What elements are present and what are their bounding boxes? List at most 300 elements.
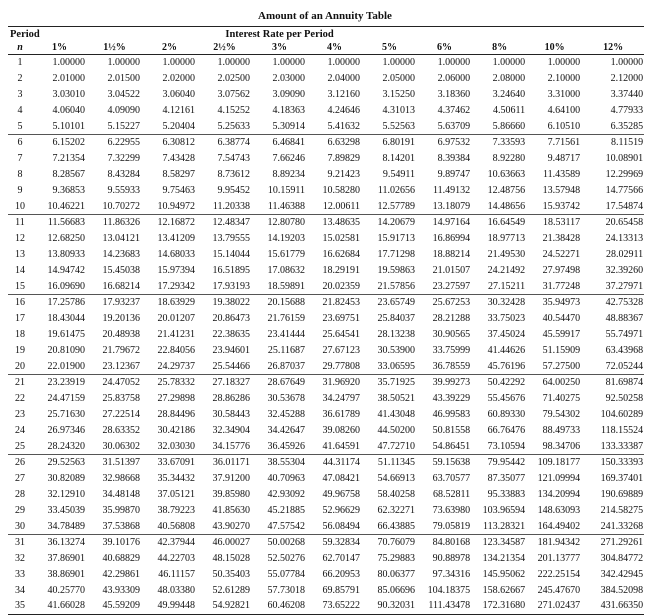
period-cell: 7 xyxy=(17,153,23,165)
value-cell: 10.58280 xyxy=(322,184,360,196)
value-cell: 68.52811 xyxy=(432,488,471,500)
value-cell: 245.47670 xyxy=(537,584,581,596)
period-cell: 22 xyxy=(15,393,25,405)
value-cell: 18.59891 xyxy=(252,278,307,294)
value-cell: 3.03010 xyxy=(52,88,85,100)
value-cell: 84.80168 xyxy=(432,537,471,549)
value-cell: 7.66246 xyxy=(272,153,305,165)
value-cell: 3.15250 xyxy=(382,88,415,100)
value-cell: 25.11687 xyxy=(267,344,305,356)
value-cell: 60.46208 xyxy=(267,600,305,612)
value-cell: 23.12367 xyxy=(87,358,142,374)
table-row xyxy=(8,87,644,103)
value-cell: 10.94972 xyxy=(142,198,197,214)
value-cell: 37.05121 xyxy=(157,488,195,500)
value-cell: 13.04121 xyxy=(102,233,140,245)
value-cell: 16.62684 xyxy=(322,248,360,260)
value-cell: 1.00000 xyxy=(437,57,471,69)
value-cell: 5.30914 xyxy=(252,118,307,134)
value-cell: 1.00000 xyxy=(162,57,195,69)
value-cell: 48.03380 xyxy=(157,584,195,596)
table-row xyxy=(8,167,644,183)
table-row xyxy=(8,214,644,230)
value-cell: 5.41632 xyxy=(307,118,362,134)
value-cell: 95.33883 xyxy=(487,488,526,500)
value-cell: 12.48756 xyxy=(487,184,526,196)
value-cell: 28.13238 xyxy=(377,328,415,340)
value-cell: 1.00000 xyxy=(382,57,415,69)
value-cell: 35.71925 xyxy=(377,377,415,389)
value-cell: 7.89829 xyxy=(327,153,360,165)
value-cell: 44.22703 xyxy=(157,553,195,565)
value-cell: 26.87037 xyxy=(252,358,307,374)
value-cell: 145.95062 xyxy=(482,568,526,580)
value-cell: 15.61779 xyxy=(267,248,305,260)
value-cell: 10.15911 xyxy=(267,184,305,196)
period-cell: 27 xyxy=(15,473,25,485)
value-cell: 33.67091 xyxy=(157,457,195,469)
value-cell: 28.24320 xyxy=(32,438,87,454)
value-cell: 27.29898 xyxy=(157,393,195,405)
value-cell: 6.15202 xyxy=(52,137,85,149)
value-cell: 19.61475 xyxy=(47,328,85,340)
table-row xyxy=(8,182,644,198)
value-cell: 55.07784 xyxy=(267,568,305,580)
value-cell: 6.46841 xyxy=(272,137,305,149)
value-cell: 17.29342 xyxy=(142,278,197,294)
value-cell: 41.85630 xyxy=(212,504,250,516)
value-cell: 38.86901 xyxy=(47,568,85,580)
value-cell: 8.39384 xyxy=(437,153,471,165)
value-cell: 39.85980 xyxy=(212,488,250,500)
value-cell: 172.31680 xyxy=(482,600,526,612)
value-cell: 62.70147 xyxy=(322,553,360,565)
value-cell: 16.68214 xyxy=(87,278,142,294)
value-cell: 25.67253 xyxy=(432,297,471,309)
value-cell: 59.32834 xyxy=(322,537,360,549)
value-cell: 46.00027 xyxy=(212,537,250,549)
value-cell: 40.70963 xyxy=(267,473,305,485)
value-cell: 20.02359 xyxy=(307,278,362,294)
table-row xyxy=(8,582,644,598)
value-cell: 1.00000 xyxy=(492,57,526,69)
period-cell: 3 xyxy=(17,88,23,100)
value-cell: 4.24646 xyxy=(327,104,360,116)
value-cell: 37.53868 xyxy=(87,518,142,534)
value-cell: 19.20136 xyxy=(102,313,140,325)
table-body xyxy=(8,55,644,615)
period-cell: 20 xyxy=(8,358,32,374)
value-cell: 9.21423 xyxy=(327,168,360,180)
interest-rate-header: Interest Rate per Period xyxy=(225,28,334,40)
value-cell: 431.66350 xyxy=(600,600,644,612)
value-cell: 1.00000 xyxy=(547,57,581,69)
rate-header: 4% xyxy=(307,41,362,55)
table-row xyxy=(8,551,644,567)
value-cell: 7.21354 xyxy=(52,153,85,165)
value-cell: 66.76476 xyxy=(487,424,526,436)
value-cell: 16.86994 xyxy=(432,233,471,245)
table-row xyxy=(8,278,644,294)
period-cell: 24 xyxy=(15,424,25,436)
value-cell: 271.02437 xyxy=(537,600,581,612)
table-row xyxy=(8,518,644,534)
value-cell: 169.37401 xyxy=(600,473,644,485)
value-cell: 18.43044 xyxy=(47,313,85,325)
value-cell: 22.01900 xyxy=(32,358,87,374)
value-cell: 9.54911 xyxy=(382,168,415,180)
value-cell: 56.08494 xyxy=(307,518,362,534)
value-cell: 2.01000 xyxy=(52,73,85,85)
value-cell: 18.29191 xyxy=(322,264,360,276)
table-row xyxy=(8,102,644,118)
value-cell: 21.57856 xyxy=(362,278,417,294)
value-cell: 49.96758 xyxy=(322,488,360,500)
value-cell: 71.40275 xyxy=(542,393,581,405)
value-cell: 30.06302 xyxy=(87,438,142,454)
value-cell: 34.48148 xyxy=(102,488,140,500)
value-cell: 158.62667 xyxy=(482,584,526,596)
value-cell: 30.53900 xyxy=(377,344,415,356)
value-cell: 15.14044 xyxy=(212,248,250,260)
n-header: n xyxy=(8,41,32,55)
value-cell: 29.52563 xyxy=(47,457,85,469)
value-cell: 150.33393 xyxy=(600,457,644,469)
value-cell: 52.50276 xyxy=(267,553,305,565)
value-cell: 6.22955 xyxy=(107,137,140,149)
value-cell: 24.13313 xyxy=(605,233,644,245)
value-cell: 37.45024 xyxy=(487,328,526,340)
value-cell: 5.20404 xyxy=(142,118,197,134)
value-cell: 36.13274 xyxy=(47,537,85,549)
period-cell: 34 xyxy=(15,584,25,596)
table-row xyxy=(8,262,644,278)
rate-header-row xyxy=(8,41,644,55)
value-cell: 55.45676 xyxy=(487,393,526,405)
value-cell: 11.46388 xyxy=(252,198,307,214)
value-cell: 5.15227 xyxy=(87,118,142,134)
value-cell: 42.93092 xyxy=(267,488,305,500)
value-cell: 63.70577 xyxy=(432,473,471,485)
value-cell: 79.05819 xyxy=(417,518,472,534)
value-cell: 25.84037 xyxy=(377,313,415,325)
value-cell: 23.27597 xyxy=(417,278,472,294)
value-cell: 51.11345 xyxy=(377,457,415,469)
rate-header: 12% xyxy=(582,41,644,55)
value-cell: 14.20679 xyxy=(377,217,415,229)
value-cell: 43.93309 xyxy=(102,584,140,596)
value-cell: 24.29737 xyxy=(142,358,197,374)
value-cell: 54.66913 xyxy=(377,473,415,485)
value-cell: 304.84772 xyxy=(600,553,644,565)
table-row xyxy=(8,454,644,470)
value-cell: 271.29261 xyxy=(600,537,644,549)
value-cell: 12.16872 xyxy=(157,217,195,229)
value-cell: 47.57542 xyxy=(252,518,307,534)
value-cell: 17.54874 xyxy=(582,198,644,214)
value-cell: 27.22514 xyxy=(102,408,140,420)
value-cell: 3.24640 xyxy=(492,88,526,100)
value-cell: 12.29969 xyxy=(605,168,644,180)
period-cell: 32 xyxy=(15,553,25,565)
value-cell: 14.94742 xyxy=(47,264,85,276)
value-cell: 30.53678 xyxy=(267,393,305,405)
value-cell: 17.25786 xyxy=(47,297,85,309)
value-cell: 57.27500 xyxy=(527,358,582,374)
value-cell: 8.28567 xyxy=(52,168,85,180)
table-row xyxy=(8,231,644,247)
value-cell: 66.20953 xyxy=(322,568,360,580)
value-cell: 17.71298 xyxy=(377,248,415,260)
period-cell: 6 xyxy=(17,137,23,149)
value-cell: 1.00000 xyxy=(52,57,85,69)
value-cell: 32.34904 xyxy=(212,424,250,436)
value-cell: 34.42647 xyxy=(267,424,305,436)
value-cell: 18.53117 xyxy=(542,217,581,229)
value-cell: 8.43284 xyxy=(107,168,140,180)
value-cell: 2.08000 xyxy=(492,73,526,85)
value-cell: 2.06000 xyxy=(437,73,471,85)
period-cell: 1 xyxy=(17,57,23,69)
value-cell: 20.01207 xyxy=(157,313,195,325)
table-row xyxy=(8,327,644,343)
table-row xyxy=(8,151,644,167)
value-cell: 80.06377 xyxy=(377,568,415,580)
value-cell: 3.37440 xyxy=(610,88,644,100)
value-cell: 8.14201 xyxy=(382,153,415,165)
value-cell: 2.05000 xyxy=(382,73,415,85)
value-cell: 92.50258 xyxy=(605,393,644,405)
table-row xyxy=(8,294,644,310)
value-cell: 70.76079 xyxy=(377,537,415,549)
value-cell: 33.45039 xyxy=(47,504,85,516)
value-cell: 18.88214 xyxy=(432,248,471,260)
value-cell: 181.94342 xyxy=(537,537,581,549)
value-cell: 50.42292 xyxy=(487,377,526,389)
value-cell: 15.97394 xyxy=(157,264,195,276)
value-cell: 34.78489 xyxy=(32,518,87,534)
value-cell: 14.23683 xyxy=(102,248,140,260)
rate-header: 2½% xyxy=(197,41,252,55)
value-cell: 13.18079 xyxy=(417,198,472,214)
value-cell: 3.12160 xyxy=(327,88,360,100)
value-cell: 2.02000 xyxy=(162,73,195,85)
value-cell: 34.15776 xyxy=(197,438,252,454)
period-cell: 10 xyxy=(8,198,32,214)
value-cell: 17.08632 xyxy=(267,264,305,276)
value-cell: 45.76196 xyxy=(472,358,527,374)
value-cell: 7.43428 xyxy=(162,153,195,165)
value-cell: 50.81558 xyxy=(432,424,471,436)
value-cell: 20.15688 xyxy=(267,297,305,309)
value-cell: 30.82089 xyxy=(47,473,85,485)
period-cell: 23 xyxy=(15,408,25,420)
value-cell: 6.35285 xyxy=(582,118,644,134)
value-cell: 57.73018 xyxy=(267,584,305,596)
value-cell: 23.65749 xyxy=(377,297,415,309)
value-cell: 40.54470 xyxy=(542,313,581,325)
value-cell: 42.37944 xyxy=(157,537,195,549)
value-cell: 37.91200 xyxy=(212,473,250,485)
value-cell: 32.12910 xyxy=(47,488,85,500)
value-cell: 40.68829 xyxy=(102,553,140,565)
value-cell: 34.24797 xyxy=(322,393,360,405)
rate-header: 10% xyxy=(527,41,582,55)
value-cell: 90.32031 xyxy=(377,600,415,612)
table-row xyxy=(8,391,644,407)
value-cell: 19.59863 xyxy=(377,264,415,276)
value-cell: 6.30812 xyxy=(162,137,195,149)
value-cell: 15.91713 xyxy=(377,233,415,245)
value-cell: 13.80933 xyxy=(47,248,85,260)
value-cell: 2.02500 xyxy=(217,73,250,85)
value-cell: 87.35077 xyxy=(487,473,526,485)
value-cell: 54.86451 xyxy=(417,438,472,454)
value-cell: 9.95452 xyxy=(217,184,250,196)
value-cell: 22.84056 xyxy=(157,344,195,356)
table-row xyxy=(8,358,644,374)
value-cell: 27.67123 xyxy=(322,344,360,356)
period-cell: 4 xyxy=(17,104,23,116)
value-cell: 7.54743 xyxy=(217,153,250,165)
value-cell: 9.55933 xyxy=(107,184,140,196)
value-cell: 41.44626 xyxy=(487,344,526,356)
value-cell: 10.08901 xyxy=(605,153,644,165)
value-cell: 32.98668 xyxy=(102,473,140,485)
period-cell: 28 xyxy=(15,488,25,500)
value-cell: 2.01500 xyxy=(107,73,140,85)
period-cell: 25 xyxy=(8,438,32,454)
rate-header: 2% xyxy=(142,41,197,55)
value-cell: 10.46221 xyxy=(32,198,87,214)
value-cell: 104.60289 xyxy=(600,408,644,420)
value-cell: 6.97532 xyxy=(437,137,471,149)
value-cell: 33.75999 xyxy=(432,344,471,356)
period-header: Period xyxy=(10,28,40,40)
table-row xyxy=(8,71,644,87)
value-cell: 81.69874 xyxy=(605,377,644,389)
value-cell: 50.35403 xyxy=(212,568,250,580)
table-row xyxy=(8,502,644,518)
value-cell: 10.63663 xyxy=(487,168,526,180)
value-cell: 97.34316 xyxy=(432,568,471,580)
period-cell: 9 xyxy=(17,184,23,196)
value-cell: 30.42186 xyxy=(157,424,195,436)
value-cell: 75.29883 xyxy=(377,553,415,565)
value-cell: 104.18375 xyxy=(427,584,471,596)
period-cell: 35 xyxy=(15,600,25,612)
value-cell: 5.63709 xyxy=(417,118,472,134)
value-cell: 55.74971 xyxy=(605,328,644,340)
value-cell: 134.20994 xyxy=(537,488,581,500)
value-cell: 90.88978 xyxy=(432,553,471,565)
period-cell: 5 xyxy=(8,118,32,134)
table-row xyxy=(8,487,644,503)
period-cell: 18 xyxy=(15,328,25,340)
period-cell: 30 xyxy=(8,518,32,534)
value-cell: 30.32428 xyxy=(487,297,526,309)
value-cell: 6.10510 xyxy=(527,118,582,134)
rate-header: 1½% xyxy=(87,41,142,55)
value-cell: 41.64591 xyxy=(307,438,362,454)
value-cell: 3.04522 xyxy=(107,88,140,100)
value-cell: 24.52271 xyxy=(542,248,581,260)
value-cell: 38.55304 xyxy=(267,457,305,469)
value-cell: 6.38774 xyxy=(217,137,250,149)
value-cell: 23.94601 xyxy=(212,344,250,356)
value-cell: 4.77933 xyxy=(610,104,644,116)
table-row xyxy=(8,247,644,263)
value-cell: 59.15638 xyxy=(432,457,471,469)
table-row xyxy=(8,374,644,390)
value-cell: 5.52563 xyxy=(362,118,417,134)
value-cell: 3.07562 xyxy=(217,88,250,100)
period-cell: 14 xyxy=(15,264,25,276)
value-cell: 40.56808 xyxy=(142,518,197,534)
value-cell: 12.80780 xyxy=(267,217,305,229)
period-cell: 12 xyxy=(15,233,25,245)
value-cell: 47.08421 xyxy=(322,473,360,485)
value-cell: 1.00000 xyxy=(272,57,305,69)
value-cell: 52.61289 xyxy=(212,584,250,596)
value-cell: 28.67649 xyxy=(267,377,305,389)
value-cell: 1.00000 xyxy=(217,57,250,69)
period-cell: 26 xyxy=(15,457,25,469)
value-cell: 17.93193 xyxy=(197,278,252,294)
value-cell: 36.45926 xyxy=(252,438,307,454)
value-cell: 42.75328 xyxy=(605,297,644,309)
value-cell: 31.96920 xyxy=(322,377,360,389)
value-cell: 42.29861 xyxy=(102,568,140,580)
value-cell: 1.00000 xyxy=(327,57,360,69)
value-cell: 7.32299 xyxy=(107,153,140,165)
value-cell: 30.90565 xyxy=(432,328,471,340)
value-cell: 49.99448 xyxy=(157,600,195,612)
value-cell: 32.45288 xyxy=(267,408,305,420)
rate-header: 1% xyxy=(32,41,87,55)
value-cell: 28.86286 xyxy=(212,393,250,405)
value-cell: 38.50521 xyxy=(377,393,415,405)
value-cell: 9.36853 xyxy=(52,184,85,196)
value-cell: 21.82453 xyxy=(322,297,360,309)
value-cell: 2.10000 xyxy=(547,73,581,85)
value-cell: 4.50611 xyxy=(492,104,526,116)
value-cell: 98.34706 xyxy=(527,438,582,454)
value-cell: 29.77808 xyxy=(307,358,362,374)
value-cell: 21.76159 xyxy=(267,313,305,325)
value-cell: 51.15909 xyxy=(542,344,581,356)
value-cell: 123.34587 xyxy=(482,537,526,549)
value-cell: 45.59917 xyxy=(542,328,581,340)
value-cell: 20.86473 xyxy=(212,313,250,325)
value-cell: 23.41444 xyxy=(267,328,305,340)
period-cell: 2 xyxy=(17,73,23,85)
value-cell: 8.11519 xyxy=(610,137,644,149)
value-cell: 11.02656 xyxy=(377,184,415,196)
value-cell: 190.69889 xyxy=(600,488,644,500)
value-cell: 1.00000 xyxy=(610,57,644,69)
value-cell: 7.71561 xyxy=(547,137,581,149)
value-cell: 8.73612 xyxy=(217,168,250,180)
value-cell: 66.43885 xyxy=(362,518,417,534)
value-cell: 43.39229 xyxy=(432,393,471,405)
rate-header: 8% xyxy=(472,41,527,55)
rate-header: 5% xyxy=(362,41,417,55)
value-cell: 17.93237 xyxy=(102,297,140,309)
value-cell: 9.48717 xyxy=(547,153,581,165)
value-cell: 11.86326 xyxy=(102,217,140,229)
value-cell: 73.63980 xyxy=(432,504,471,516)
